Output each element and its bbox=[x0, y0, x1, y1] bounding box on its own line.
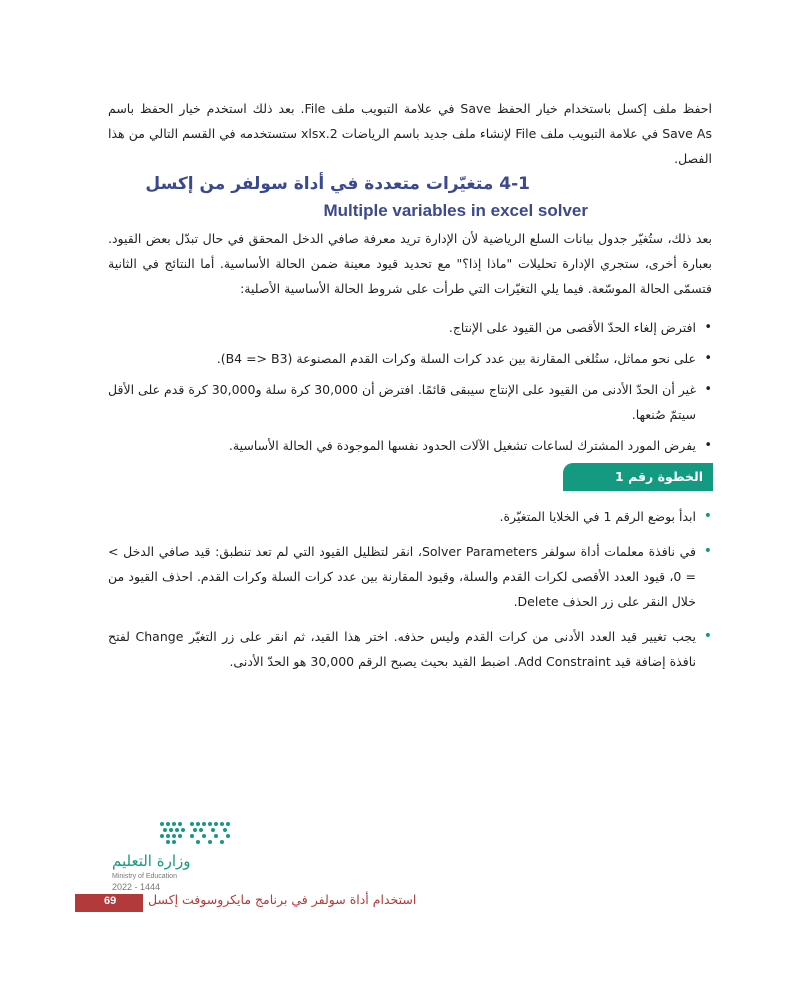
section-title-english: Multiple variables in excel solver bbox=[323, 201, 588, 220]
intro-paragraph: احفظ ملف إكسل باستخدام خيار الحفظ Save في علامة التبويب ملف File. بعد ذلك استخدم خيار الحفظ باسم Save As في علامة التبويب ملف File لإنشاء ملف جديد باسم الرياضات xlsx.2 ستستخدمه في القسم التالي من هذا الفصل. bbox=[108, 101, 712, 166]
list-item: • يجب تغيير قيد العدد الأدنى من كرات القدم وليس حذفه. اختر هذا القيد، ثم انقر على زر التغيّر Change لفتح نافذة إضافة قيد Add Constraint. اضبط القيد بحيث يصبح الرقم 30,000 هو الحدّ الأدنى. bbox=[108, 624, 712, 674]
ministry-year: 2022 - 1444 bbox=[112, 882, 161, 892]
footer-title: استخدام أداة سولفر في برنامج مايكروسوفت إكسل bbox=[148, 892, 417, 907]
step-badge: الخطوة رقم 1 bbox=[563, 463, 713, 491]
ministry-logo-icon bbox=[112, 816, 242, 856]
list-item: • غير أن الحدّ الأدنى من القيود على الإنتاج سيبقى قائمًا. افترض أن 30,000 كرة سلة و30,000 كرة قدم على الأقل سيتمّ صُنعها. bbox=[108, 377, 712, 427]
page-number: 69 bbox=[104, 895, 117, 907]
list-item: • افترض إلغاء الحدّ الأقصى من القيود على الإنتاج. bbox=[108, 315, 712, 340]
list-item: • يفرض المورد المشترك لساعات تشغيل الآلات الحدود نفسها الموجودة في الحالة الأساسية. bbox=[108, 433, 712, 458]
list-item: • ابدأ بوضع الرقم 1 في الخلايا المتغيّرة. bbox=[108, 504, 712, 529]
list-item: • في نافذة معلمات أداة سولفر Solver Parameters، انقر لتظليل القيود التي لم تعد تنطبق: قيد صافي الدخل > = 0، قيود العدد الأقصى لكرات القدم والسلة، وقيود المقارنة بين عدد كرات السلة وكرات القدم. احذف القيود من خلال النقر على زر الحذف Delete. bbox=[108, 539, 712, 614]
section-title-arabic: 4-1 متغيّرات متعددة في أداة سولفر من إكسل bbox=[145, 174, 530, 194]
list-item: • على نحو مماثل، ستُلغى المقارنة بين عدد كرات السلة وكرات القدم المصنوعة (B4 => B3). bbox=[108, 346, 712, 371]
section-paragraph: بعد ذلك، ستُغيّر جدول بيانات السلع الرياضية لأن الإدارة تريد معرفة صافي الدخل المحقق في حال تبدّل بعض القيود. بعبارة أخرى، ستجري الإدارة تحليلات "ماذا إذا؟" مع تحديد قيود معينة ضمن الحالة الأساسية. أما النتائج في الثانية فتسمّى الحالة الموسّعة. فيما يلي التغيّرات التي طرأت على شروط الحالة الأساسية الأصلية: bbox=[108, 231, 712, 296]
ministry-name-english: Ministry of Education bbox=[112, 873, 177, 880]
steps-list bbox=[108, 504, 712, 684]
conditions-list bbox=[108, 315, 712, 464]
ministry-name-arabic: وزارة التعليم bbox=[112, 852, 191, 870]
